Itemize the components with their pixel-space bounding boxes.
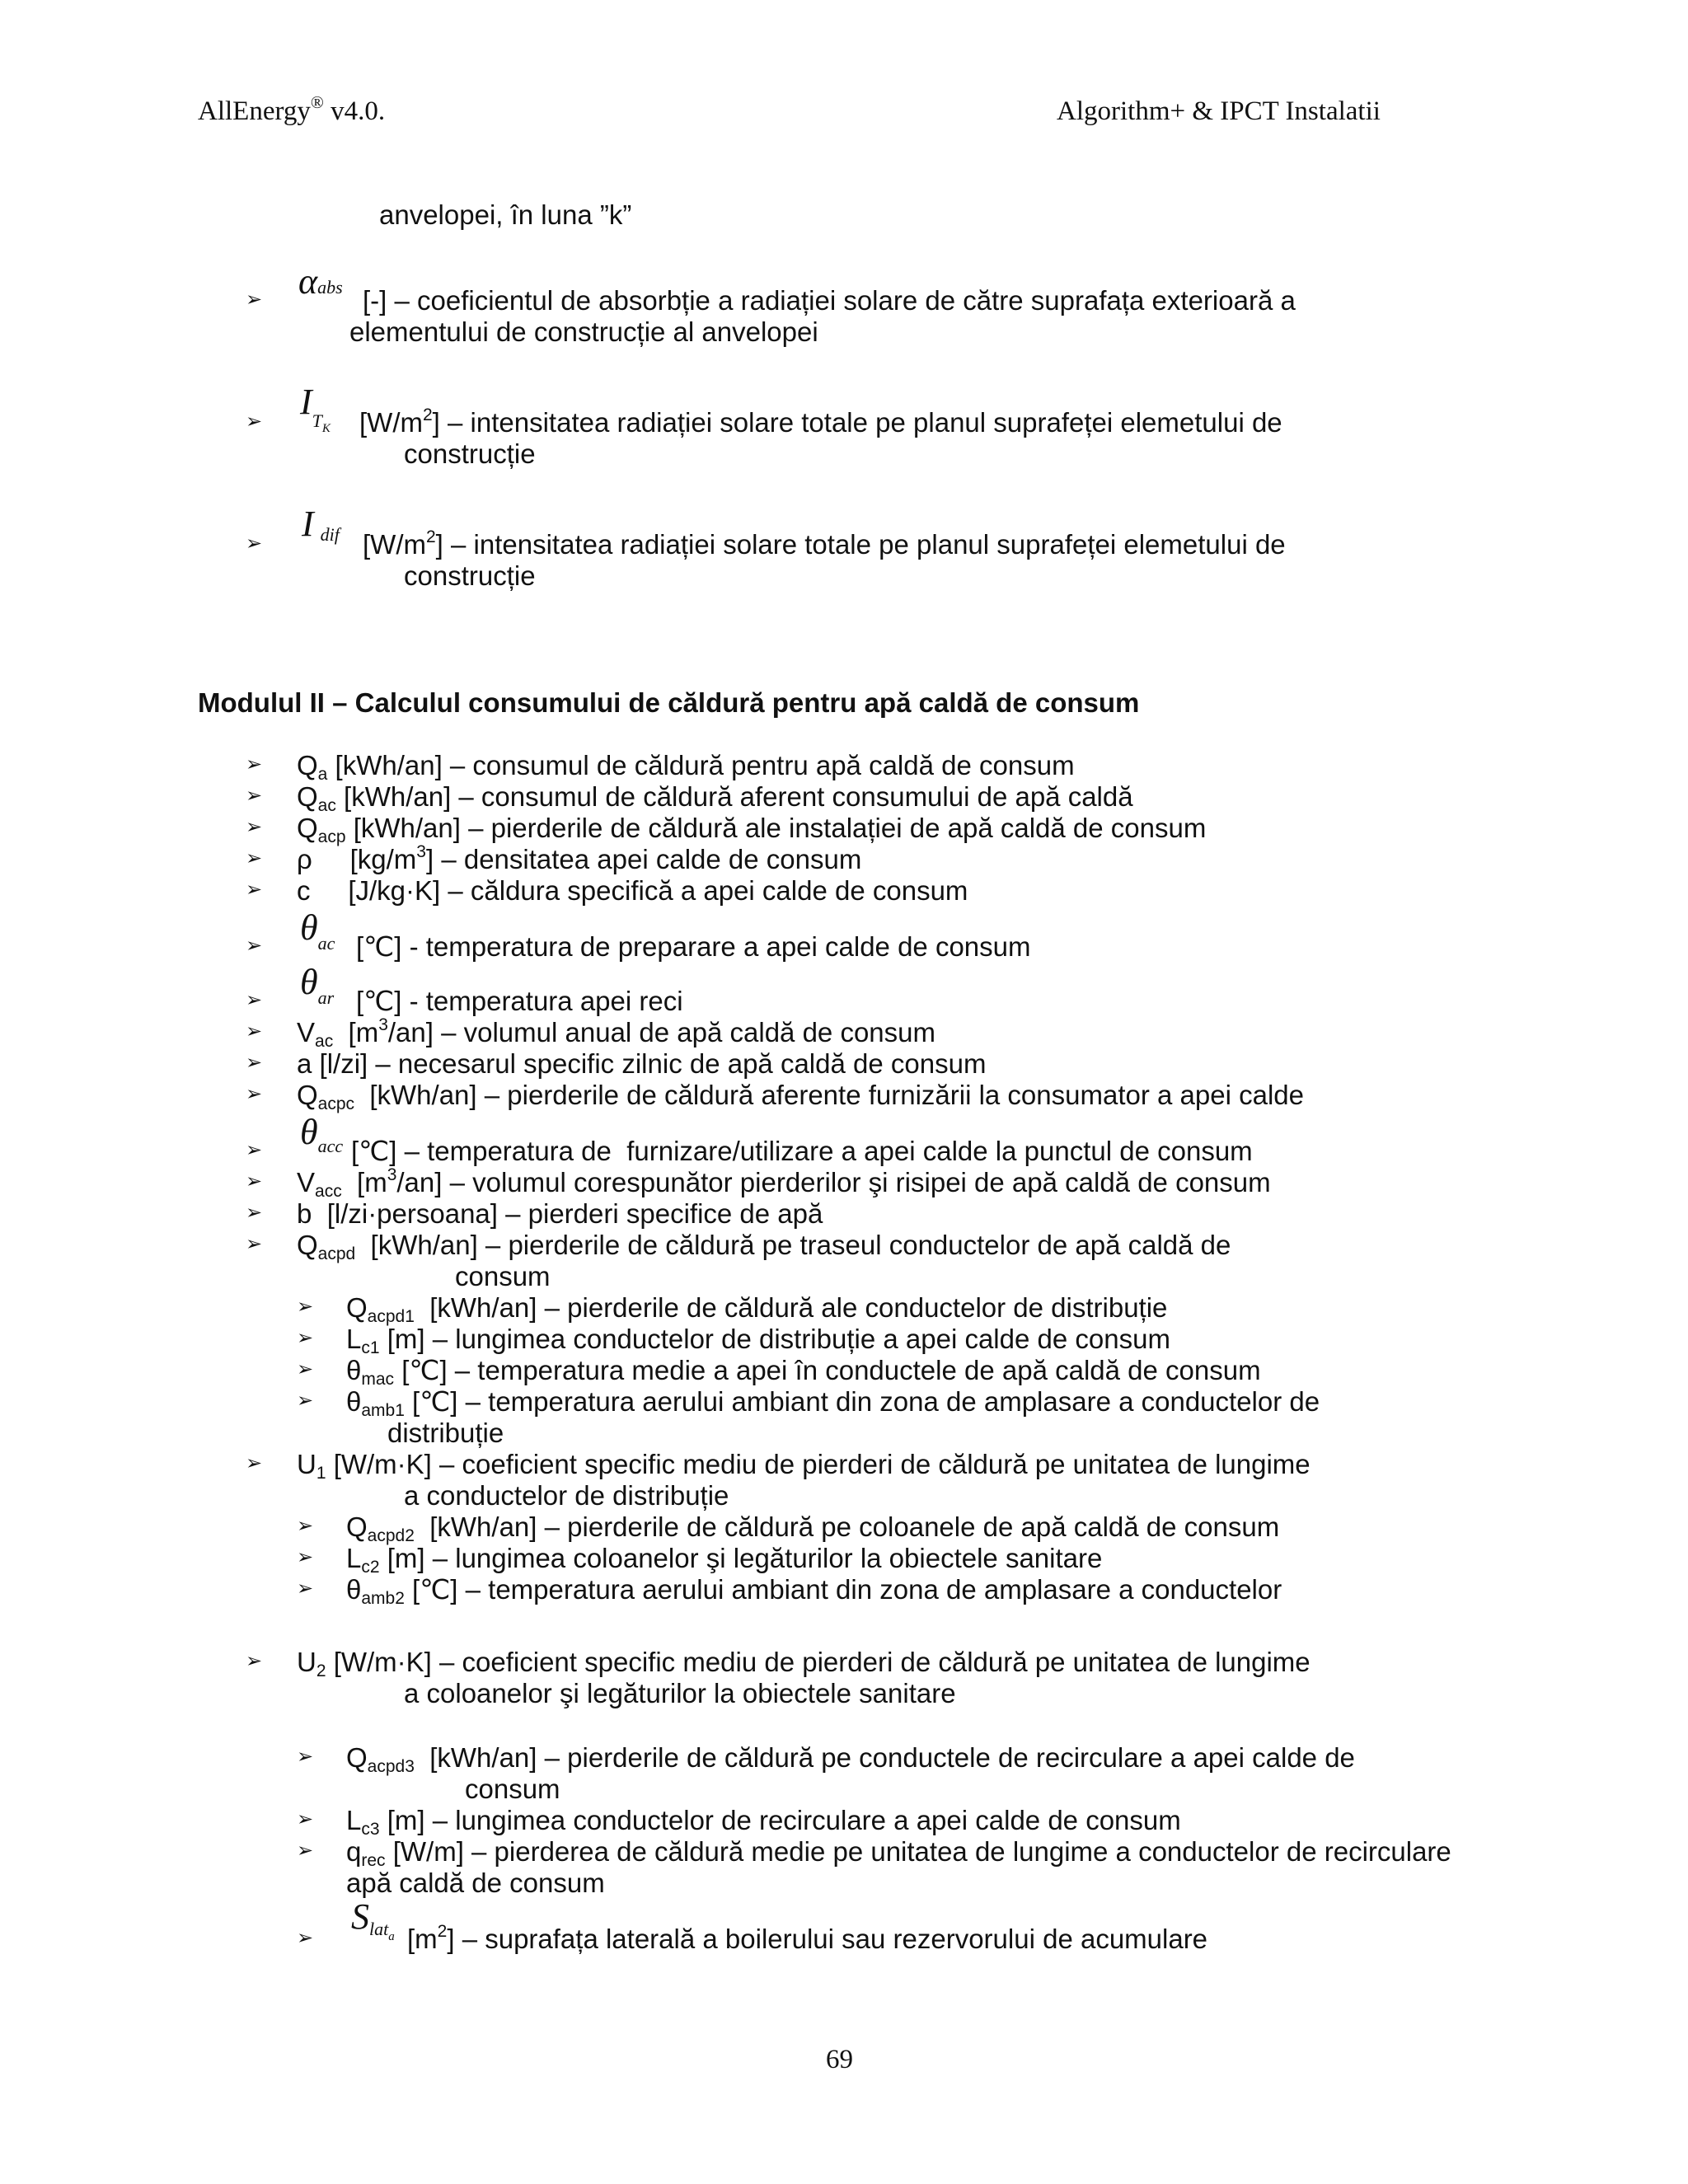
item-theta-amb2: $\theta_{amb2}$ [℃] – temperatura aerului ambiant din zona de amplasare a conductelor xyxy=(346,1574,1282,1608)
header-version: v4.0. xyxy=(323,96,386,126)
header-left xyxy=(198,92,386,127)
item-qacpc: $Q_{acpc}$ [kWh/an] – pierderile de căldură aferente furnizării la consumator a apei calde xyxy=(297,1080,1304,1113)
item-lc2: $L_{c2}$ [m] – lungimea coloanelor şi legăturilor la obiectele sanitare xyxy=(346,1543,1103,1577)
item-theta-amb1-cont: distribuție xyxy=(387,1418,504,1448)
bullet-icon: ➢ xyxy=(246,1020,263,1043)
item-u1: $U_1$ [W/m·K] – coeficient specific mediu de pierderi de căldură pe unitatea de lungime xyxy=(297,1449,1311,1483)
item-b: b [l/zi·persoana] – pierderi specifice de apă xyxy=(297,1198,823,1229)
item-lc1: $L_{c1}$ [m] – lungimea conductelor de distribuție a apei calde de consum xyxy=(346,1324,1170,1357)
bullet-icon: ➢ xyxy=(297,1577,314,1600)
item-theta-acc: [℃] – temperatura de furnizare/utilizare a apei calde la punctul de consum xyxy=(351,1136,1253,1166)
item-u1-cont: a conductelor de distribuție xyxy=(404,1480,729,1511)
bullet-icon: ➢ xyxy=(246,989,263,1011)
i-dif-desc: $[W/m^2]$ – intensitatea radiației solare totale pe planul suprafeței elemetului de xyxy=(363,527,1286,560)
item-rho: ρ $[kg/m^3]$ – densitatea apei calde de consum xyxy=(297,842,862,874)
bullet-icon: ➢ xyxy=(246,1202,263,1224)
bullet-icon: ➢ xyxy=(246,1052,263,1074)
item-qrec: $q_{rec}$ [W/m] – pierderea de căldură medie pe unitatea de lungime a conductelor de recirculare xyxy=(346,1836,1451,1870)
bullet-icon: ➢ xyxy=(246,532,263,555)
page-number: 69 xyxy=(826,2045,853,2074)
bullet-icon: ➢ xyxy=(297,1840,314,1862)
symbol-theta-ac: $\theta_{ac}$ xyxy=(300,907,335,954)
bullet-icon: ➢ xyxy=(297,1515,314,1537)
bullet-icon: ➢ xyxy=(246,1083,263,1105)
item-qacpd3: $Q_{acpd3}$ [kWh/an] – pierderile de căldură pe conductele de recirculare a apei calde de xyxy=(346,1742,1355,1776)
bullet-icon: ➢ xyxy=(297,1746,314,1768)
symbol-theta-ar: $\theta_{ar}$ xyxy=(300,962,335,1008)
bullet-icon: ➢ xyxy=(297,1358,314,1380)
item-qrec-cont: apă caldă de consum xyxy=(346,1868,605,1898)
bullet-icon: ➢ xyxy=(297,1390,314,1412)
item-qac: $Q_{ac}$ [kWh/an] – consumul de căldură aferent consumului de apă caldă xyxy=(297,781,1133,815)
continuation-line: anvelopei, în luna ”k” xyxy=(379,199,632,230)
bullet-icon: ➢ xyxy=(246,935,263,957)
bullet-icon: ➢ xyxy=(246,1650,263,1672)
alpha-desc-cont: elementului de construcție al anvelopei xyxy=(349,316,818,347)
bullet-icon: ➢ xyxy=(297,1808,314,1830)
item-theta-amb1: $\theta_{amb1}$ [℃] – temperatura aerului ambiant din zona de amplasare a conductelor de xyxy=(346,1386,1320,1420)
item-s-lat: $[m^2]$ – suprafața laterală a boilerului sau rezervorului de acumulare xyxy=(407,1922,1208,1954)
symbol-i-dif: Idif xyxy=(302,504,340,545)
bullet-icon: ➢ xyxy=(246,1139,263,1161)
bullet-icon: ➢ xyxy=(297,1296,314,1318)
item-qacpd3-cont: consum xyxy=(465,1774,560,1804)
bullet-icon: ➢ xyxy=(246,1170,263,1193)
item-qacpd-cont: consum xyxy=(455,1261,551,1291)
section-heading: Modulul II – Calculul consumului de căldură pentru apă caldă de consum xyxy=(198,687,1140,718)
item-theta-ac: [℃] - temperatura de preparare a apei calde de consum xyxy=(356,931,1031,962)
header-brand: AllEnergy xyxy=(198,96,311,126)
item-qacpd2: $Q_{acpd2}$ [kWh/an] – pierderile de căldură pe coloanele de apă caldă de consum xyxy=(346,1511,1280,1545)
item-lc3: $L_{c3}$ [m] – lungimea conductelor de recirculare a apei calde de consum xyxy=(346,1805,1181,1839)
i-tk-desc: $[W/m^2]$ – intensitatea radiației solare totale pe planul suprafeței elemetului de xyxy=(359,405,1282,438)
bullet-icon: ➢ xyxy=(246,410,263,433)
alpha-desc: [-] – coeficientul de absorbție a radiației solare de către suprafața exterioară a xyxy=(363,285,1296,316)
item-theta-mac: $\theta_{mac}$ [℃] – temperatura medie a apei în conductele de apă caldă de consum xyxy=(346,1355,1261,1389)
bullet-icon: ➢ xyxy=(297,1327,314,1349)
i-tk-desc-cont: construcție xyxy=(404,438,536,469)
item-u2-cont: a coloanelor şi legăturilor la obiectele sanitare xyxy=(404,1678,956,1708)
bullet-icon: ➢ xyxy=(246,785,263,807)
bullet-icon: ➢ xyxy=(246,879,263,901)
item-qacpd: $Q_{acpd}$ [kWh/an] – pierderile de căldură pe traseul conductelor de apă caldă de xyxy=(297,1230,1231,1263)
bullet-icon: ➢ xyxy=(246,1452,263,1474)
item-c: c [J/kg·K] – căldura specifică a apei calde de consum xyxy=(297,875,968,906)
item-qacpd1: $Q_{acpd1}$ [kWh/an] – pierderile de căldură ale conductelor de distribuție xyxy=(346,1292,1168,1326)
symbol-i-tk: $I_{TK}$ xyxy=(300,382,331,435)
bullet-icon: ➢ xyxy=(246,816,263,838)
bullet-icon: ➢ xyxy=(246,753,263,776)
bullet-icon: ➢ xyxy=(297,1927,314,1949)
symbol-theta-acc: $\theta_{acc}$ xyxy=(300,1112,344,1156)
header-right: Algorithm+ & IPCT Instalatii xyxy=(1057,96,1381,126)
symbol-alpha-abs: αabs xyxy=(298,261,343,302)
item-qacp: $Q_{acp}$ [kWh/an] – pierderile de căldură ale instalației de apă caldă de consum xyxy=(297,813,1207,846)
registered-mark: ® xyxy=(310,92,324,112)
item-vacc: $V_{acc}$ $[m^3/an]$ – volumul corespunător pierderilor şi risipei de apă caldă de consum xyxy=(297,1165,1271,1201)
symbol-s-lat: $S_{lata}$ xyxy=(351,1896,395,1943)
bullet-icon: ➢ xyxy=(246,1233,263,1255)
item-a: a [l/zi] – necesarul specific zilnic de apă caldă de consum xyxy=(297,1048,987,1079)
i-dif-desc-cont: construcție xyxy=(404,560,536,591)
item-theta-ar: [℃] - temperatura apei reci xyxy=(356,986,683,1016)
item-u2: $U_2$ [W/m·K] – coeficient specific mediu de pierderi de căldură pe unitatea de lungime xyxy=(297,1647,1311,1680)
bullet-icon: ➢ xyxy=(246,288,263,311)
bullet-icon: ➢ xyxy=(246,847,263,869)
bullet-icon: ➢ xyxy=(297,1546,314,1568)
item-vac: $V_{ac}$ $[m^3/an]$ – volumul anual de apă caldă de consum xyxy=(297,1015,935,1051)
item-qa: $Q_a$ [kWh/an] – consumul de căldură pentru apă caldă de consum xyxy=(297,750,1075,784)
